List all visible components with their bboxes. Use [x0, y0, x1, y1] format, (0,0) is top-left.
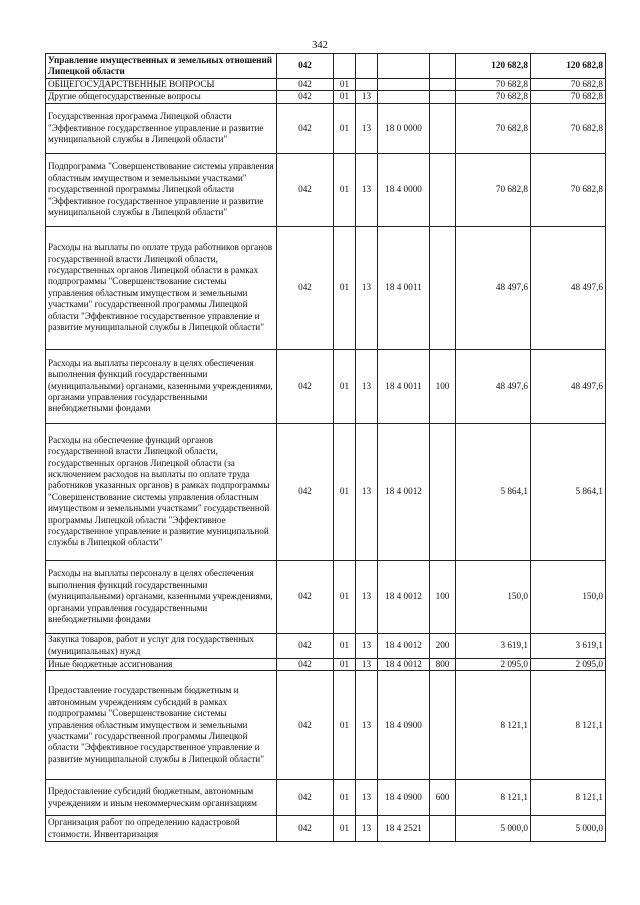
budget-table [45, 53, 606, 842]
row-target-article: 18 4 0011 [378, 226, 430, 349]
row-section [334, 54, 356, 79]
row-sum-year-1: 48 497,6 [456, 226, 531, 349]
table-row [46, 816, 606, 842]
row-section: 01 [334, 658, 356, 670]
row-section: 01 [334, 780, 356, 816]
row-target-article [378, 79, 430, 91]
table-row [46, 54, 606, 79]
row-admin-code: 042 [277, 671, 334, 780]
row-subsection: 13 [356, 349, 378, 423]
row-target-article: 18 4 0012 [378, 633, 430, 658]
table-row [46, 79, 606, 91]
page-number: 342 [312, 40, 328, 51]
row-sum-year-2: 120 682,8 [531, 54, 606, 79]
row-sum-year-2: 48 497,6 [531, 226, 606, 349]
row-subsection: 13 [356, 91, 378, 103]
row-admin-code: 042 [277, 153, 334, 226]
row-subsection: 13 [356, 560, 378, 633]
row-expense-type [430, 91, 456, 103]
row-sum-year-1: 150,0 [456, 560, 531, 633]
row-target-article: 18 4 0900 [378, 780, 430, 816]
row-sum-year-1: 120 682,8 [456, 54, 531, 79]
row-sum-year-1: 5 000,0 [456, 816, 531, 842]
row-expense-type [430, 153, 456, 226]
table-row [46, 658, 606, 670]
row-admin-code: 042 [277, 560, 334, 633]
table-row [46, 349, 606, 423]
row-section: 01 [334, 91, 356, 103]
row-admin-code: 042 [277, 349, 334, 423]
row-name: Предоставление государственным бюджетным и автономным учреждениям субсидий в рамках подпрограммы "Совершенствование системы управления областным имуществом и земельными участками" государственной программы Липецкой области "Эффективное государственное управление и развитие муниципальной службы в Липецкой области" [46, 671, 277, 780]
row-sum-year-1: 2 095,0 [456, 658, 531, 670]
row-expense-type [430, 816, 456, 842]
row-subsection [356, 79, 378, 91]
row-sum-year-1: 5 864,1 [456, 423, 531, 560]
row-subsection: 13 [356, 816, 378, 842]
row-sum-year-2: 70 682,8 [531, 153, 606, 226]
row-expense-type: 100 [430, 349, 456, 423]
row-sum-year-1: 3 619,1 [456, 633, 531, 658]
row-sum-year-2: 3 619,1 [531, 633, 606, 658]
row-sum-year-2: 70 682,8 [531, 91, 606, 103]
row-sum-year-1: 70 682,8 [456, 91, 531, 103]
row-section: 01 [334, 349, 356, 423]
table-row [46, 103, 606, 153]
row-expense-type [430, 671, 456, 780]
row-subsection: 13 [356, 633, 378, 658]
row-admin-code: 042 [277, 103, 334, 153]
row-sum-year-1: 70 682,8 [456, 103, 531, 153]
row-sum-year-2: 2 095,0 [531, 658, 606, 670]
row-section: 01 [334, 816, 356, 842]
row-name: Другие общегосударственные вопросы [46, 91, 277, 103]
table-row [46, 560, 606, 633]
row-sum-year-1: 8 121,1 [456, 671, 531, 780]
row-admin-code: 042 [277, 633, 334, 658]
row-section: 01 [334, 226, 356, 349]
row-name: Предоставление субсидий бюджетным, автономным учреждениям и иным некоммерческим организациям [46, 780, 277, 816]
row-sum-year-2: 5 864,1 [531, 423, 606, 560]
table-row [46, 226, 606, 349]
row-target-article: 18 0 0000 [378, 103, 430, 153]
row-admin-code: 042 [277, 91, 334, 103]
row-name: Государственная программа Липецкой области "Эффективное государственное управление и развитие муниципальной службы в Липецкой области" [46, 103, 277, 153]
row-name: Иные бюджетные ассигнования [46, 658, 277, 670]
row-expense-type: 600 [430, 780, 456, 816]
row-target-article: 18 4 0012 [378, 658, 430, 670]
table-row [46, 671, 606, 780]
row-subsection: 13 [356, 226, 378, 349]
row-admin-code: 042 [277, 780, 334, 816]
row-section: 01 [334, 103, 356, 153]
row-section: 01 [334, 671, 356, 780]
row-admin-code: 042 [277, 54, 334, 79]
row-target-article: 18 4 0012 [378, 560, 430, 633]
row-sum-year-2: 5 000,0 [531, 816, 606, 842]
row-admin-code: 042 [277, 79, 334, 91]
row-section: 01 [334, 423, 356, 560]
row-target-article: 18 4 2521 [378, 816, 430, 842]
row-expense-type [430, 79, 456, 91]
row-subsection: 13 [356, 658, 378, 670]
row-target-article: 18 4 0900 [378, 671, 430, 780]
row-target-article: 18 4 0000 [378, 153, 430, 226]
row-subsection: 13 [356, 671, 378, 780]
row-admin-code: 042 [277, 816, 334, 842]
row-section: 01 [334, 560, 356, 633]
table-row [46, 633, 606, 658]
row-sum-year-1: 8 121,1 [456, 780, 531, 816]
row-sum-year-2: 48 497,6 [531, 349, 606, 423]
row-expense-type [430, 226, 456, 349]
row-target-article [378, 54, 430, 79]
row-sum-year-1: 70 682,8 [456, 153, 531, 226]
row-sum-year-2: 8 121,1 [531, 671, 606, 780]
row-sum-year-1: 48 497,6 [456, 349, 531, 423]
row-sum-year-2: 70 682,8 [531, 79, 606, 91]
row-admin-code: 042 [277, 226, 334, 349]
row-sum-year-2: 150,0 [531, 560, 606, 633]
row-name: Расходы на выплаты персоналу в целях обеспечения выполнения функций государственными (муниципальными) органами, казенными учреждениями, органами управления государственными внебюджетными фондами [46, 349, 277, 423]
row-name: Организация работ по определению кадастровой стоимости. Инвентаризация [46, 816, 277, 842]
row-target-article: 18 4 0012 [378, 423, 430, 560]
row-name: Закупка товаров, работ и услуг для государственных (муниципальных) нужд [46, 633, 277, 658]
row-expense-type: 200 [430, 633, 456, 658]
row-sum-year-2: 70 682,8 [531, 103, 606, 153]
row-name: Расходы на выплаты персоналу в целях обеспечения выполнения функций государственными (муниципальными) органами, казенными учреждениями, органами управления государственными внебюджетными фондами [46, 560, 277, 633]
row-expense-type: 100 [430, 560, 456, 633]
row-section: 01 [334, 633, 356, 658]
row-section: 01 [334, 153, 356, 226]
row-admin-code: 042 [277, 423, 334, 560]
row-expense-type [430, 103, 456, 153]
row-expense-type: 800 [430, 658, 456, 670]
row-name: Расходы на выплаты по оплате труда работников органов государственной власти Липецкой области, государственных органов Липецкой области в рамках подпрограммы "Совершенствование системы управления областным имуществом и земельными участками" государственной программы Липецкой области "Эффективное государственное управление и развитие муниципальной службы в Липецкой области" [46, 226, 277, 349]
row-subsection [356, 54, 378, 79]
row-sum-year-1: 70 682,8 [456, 79, 531, 91]
row-section: 01 [334, 79, 356, 91]
row-subsection: 13 [356, 153, 378, 226]
row-name: Подпрограмма "Совершенствование системы управления областным имуществом и земельными участками" государственной программы Липецкой области "Эффективное государственное управление и развитие муниципальной службы в Липецкой области" [46, 153, 277, 226]
table-row [46, 423, 606, 560]
row-sum-year-2: 8 121,1 [531, 780, 606, 816]
row-name: ОБЩЕГОСУДАРСТВЕННЫЕ ВОПРОСЫ [46, 79, 277, 91]
row-expense-type [430, 54, 456, 79]
row-admin-code: 042 [277, 658, 334, 670]
row-target-article: 18 4 0011 [378, 349, 430, 423]
table-row [46, 153, 606, 226]
table-row [46, 91, 606, 103]
row-name: Управление имущественных и земельных отношений Липецкой области [46, 54, 277, 79]
row-subsection: 13 [356, 423, 378, 560]
row-name: Расходы на обеспечение функций органов государственной власти Липецкой области, государственных органов Липецкой области (за исключением расходов на выплаты по оплате труда работников указанных органов) в рамках подпрограммы "Совершенствование системы управления областным имуществом и земельными участками" государственной программы Липецкой области "Эффективное государственное управление и развитие муниципальной службы в Липецкой области" [46, 423, 277, 560]
row-subsection: 13 [356, 780, 378, 816]
row-expense-type [430, 423, 456, 560]
row-subsection: 13 [356, 103, 378, 153]
row-target-article [378, 91, 430, 103]
table-row [46, 780, 606, 816]
